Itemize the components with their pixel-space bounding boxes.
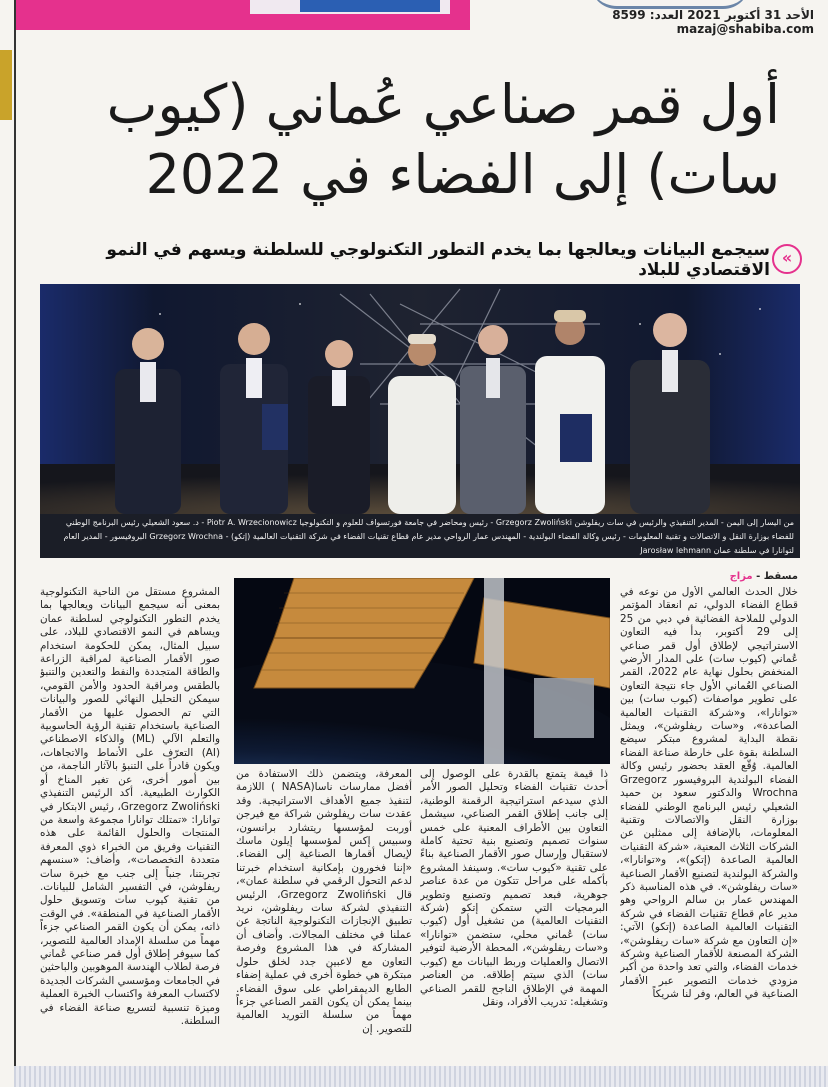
space-station-photo: [234, 578, 610, 764]
article-column-4: المشروع مستقل من الناحية التكنولوجية بمعنى أنه سيجمع البيانات ويعالجها بما يخدم التطور التكنولوجي لسلطنة عمان ويساهم في النمو الاقتصادي للبلاد، على سبيل المثال، يمكن للحكومة استخدام صور الأقمار الصناعية لمراقبة الزراعة والطاقة المتجددة والنفط والتعدين والتنبؤ بالطقس ومراقبة الحدود والأمن القومي، سيمكن التحليل النهائي للصور والبيانات التي تم الحصول عليها من الأقمار الصناعية باستخدام تقنية الرؤية الحاسوبية والتعلم الآلي (ML) والذكاء الاصطناعي (AI) التعرّف على الأنماط والاتجاهات، ويكون قادراً على التنبؤ بالآثار الناجمة، من بين أمور أخرى، عن تغير المناخ أو الكوارث الطبيعية. أكد الرئيس التنفيذي Grzegorz Zwoliński، رئيس الابتكار في توانارا: «تمتلك توانارا مجموعة واسعة من المنتجات والحلول القائمة على هذه التقنيات وفريق من الخبراء ذوي المعرفة متعددة التخصصات»، وأضاف: «سنسهم تجربتنا، جنباً إلى جنب مع خبرة سات ريفلوشن، في التفسير الشامل للبيانات. من تقنية كيوب سات وتسويق حلول الأقمار الصناعية في المنطقة». في الوقت ذاته، يمكن أن يكون القمر الصناعي جزءاً مهماً من سلسلة الإمداد العالمية للتصوير، كما سيوفر إطلاق أول قمر صناعي عُماني فرصة لطلاب الهندسة الموهوبين والباحثين في الجامعات ومؤسسي الشركات الجديدة لاكتساب المعرفة واكتساب الخبرة العملية وميزة تنسبية لتسريع صناعة الفضاء في السلطنة.: [40, 586, 220, 1027]
headline-line-1: أول قمر صناعي عُماني (كيوب: [106, 73, 780, 136]
group-photo-illustration: [40, 284, 800, 514]
byline: [720, 571, 798, 582]
space-station-illustration: [234, 578, 610, 764]
article-headline: [20, 70, 780, 210]
article-column-3: المعرفة، ويتضمن ذلك الاستفادة من أفضل ممارسات ناسا(NASA ) اللازمة لتنفيذ جميع الأهداف الاستراتيجية. وقد عقدت سات ريفلوشن شراكة مع فيرجن أوربت لمؤسسها ريتشارد برانسون، وسبيس إكس لمؤسسها إيلون ماسك لإيصال أقمارها الصناعية إلى الفضاء. «إننا فخورون بإمكانية استخدام خبرتنا لدعم التحول الرقمي في سلطنة عمان»، قال Grzegorz Zwoliński، الرئيس التنفيذي لشركة سات ريفلوشن، نريد تطبيق الإنجازات التكنولوجية الناتجة عن عملنا في مختلف المجالات. وأضاف أن المشاركة في هذا المشروع وفرصة التعاون مع لاعبين جدد لخلق حلول مبتكرة هي خطوة أخرى في عملية إضفاء الطابع الديمقراطي على سوق الفضاء. بينما يمكن أن يكون القمر الصناعي جزءاً مهماً من سلسلة التوريد العالمية للتصوير. إن: [236, 768, 412, 1035]
masthead: [0, 0, 828, 38]
article-column-2: ذا قيمة يتمتع بالقدرة على الوصول إلى أحدث تقنيات الفضاء وتحليل الصور الأمر الذي سيدعم استراتيجية الرقمنة الوطنية، إلى جانب إطلاق القمر الصناعي، سيشمل التعاون بين الأطراف المعنية على خمس سنوات تصميم وتصنيع بنية تحتية كاملة لاستقبال وإرسال صور الأقمار الصناعية بناءً على تقنية «كيوب سات». وسينفذ المشروع بأكمله على مراحل تتكون من عدة عناصر جوهرية، فبعد تصميم وتصنيع وتطوير البرمجيات التي ستمكن إتكو (شركة التقنيات العالمية) من تشغيل أول (كيوب سات) عُماني محلي، ستضمن «توانارا» و«سات ريفلوشن»، المحطة الأرضية لتوفير الاتصال والعمليات وربط البيانات مع (كيوب سات) الذي سيتم إطلاقه. من العناصر المهمة في الإطلاق الناجح للقمر الصناعي وتشغيله: تدريب الأفراد، ونقل: [420, 768, 608, 1008]
page-bottom-strip: [14, 1066, 828, 1087]
page-left-border: [0, 0, 16, 1087]
article-subheadline: سيجمع البيانات ويعالجها بما يخدم التطور التكنولوجي للسلطنة ويسهم في النمو الاقتصادي للبلاد: [106, 240, 770, 280]
headline-line-2: سات) إلى الفضاء في 2022: [145, 143, 780, 206]
masthead-blue-box: [300, 0, 440, 12]
section-email: mazaj@shabiba.com: [676, 22, 814, 36]
issue-date: الأحد 31 أكتوبر 2021 العدد: 8599: [612, 8, 814, 22]
byline-location: مسقط -: [756, 571, 798, 582]
main-photo: [40, 284, 800, 514]
byline-author: مزاج: [729, 571, 753, 582]
article-column-1: خلال الحدث العالمي الأول من نوعه في قطاع الفضاء الدولي، تم انعقاد المؤتمر الدولي للملاحة الفضائية في دبي من 25 إلى 29 أكتوبر، بدأ فيه التعاون الاستراتيجي لإطلاق أول قمر صناعي عُماني (كيوب سات) على المدار الأرضي المنخفض بحلول نهاية عام 2022، القمر الصناعي العُماني الأول جاء نتيجة التعاون على تطوير مواصفات (كيوب سات) بين «توانارا»، و«شركة التقنيات العالمية الصاعدة»، و«سات ريفلوشن»، ويمثل نقطة البداية لمشروع مبتكر سيضع السلطنة بقوة على خارطة صناعة الفضاء العالمية. وُقّع العقد بحضور رئيس وكالة الفضاء البولندية البروفيسور Grzegorz Wrochna والدكتور سعود بن حميد الشعيلي رئيس البرنامج الوطني للفضاء بوزارة النقل والاتصالات وتقنية المعلومات، بالإضافة إلى ممثلين عن الشركات الثلاث المعنية، «شركة التقنيات العالمية الصاعدة (إتكو)»، و«توانارا»، والشركة البولندية لتصنيع الأقمار الصناعية «سات ريفلوشن». في هذه المناسبة ذكر المهندس عمار بن سالم الرواحي وهو مدير عام قطاع تقنيات الفضاء في شركة التقنيات العالمية الصاعدة (إتكو) الآتي: «إن التعاون مع شركة «سات ريفلوشن»، الشركة المصنعة للأقمار الصناعية وشركة خدمات الفضاء، والتي تعد واحدة من أكبر مزودي خدمات التصوير عبر الأقمار الصناعية في العالم، وفر لنا شريكاً: [620, 586, 798, 1001]
chevron-icon: «: [772, 244, 802, 274]
photo-caption: من اليسار إلى اليمن - المدير التنفيذي والرئيس في سات ريفلوشن Grzegorz Zwoliński - رئيس ومحاضر في جامعة فورتسواف للعلوم و التكنولوجيا Piotr A. Wrzecionowicz - د. سعود الشعيلي رئيس البرنامج الوطني للفضاء بوزارة النقل و الاتصالات و تقنية المعلومات - رئيس وكالة الفضاء البولندية - المهندس عمار الرواحي مدير عام قطاع تقنيات الفضاء في شركة التقنيات العالمية (إتكو) - Grzegorz Wrochna البروفيسور - المدير العام لتوانارا في سلطنة عمان Jarosław lehmann: [40, 514, 800, 558]
page-edge-tab: [0, 50, 12, 120]
